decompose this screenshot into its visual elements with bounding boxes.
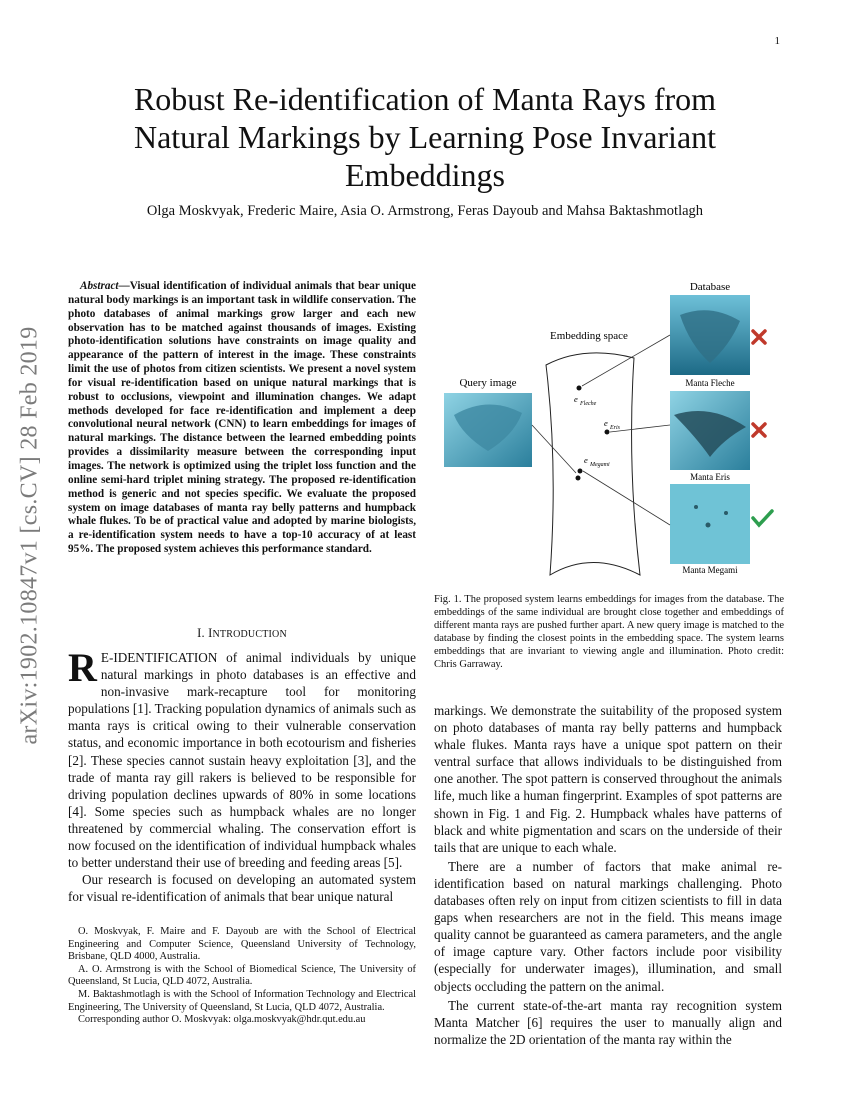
- intro-column-1: [68, 645, 416, 905]
- footnote-3: M. Baktashmotlagh is with the School of Information Technology and Electrical Engineering, The University of Queensland, St Lucia, QLD 4072, Australia.: [68, 988, 416, 1013]
- paper-title: [70, 80, 780, 194]
- title-line-2: Natural Markings by Learning Pose Invariant: [133, 119, 717, 155]
- label-e-eris-sub: Eris: [610, 425, 621, 431]
- db-label-eris: Manta Eris: [690, 472, 730, 482]
- intro-paragraph-2: Our research is focused on developing an automated system for visual re-identification of animals that bear unique natural: [68, 872, 416, 905]
- intro-paragraph-1: [68, 645, 416, 871]
- cross-icon: [753, 331, 765, 343]
- figure-1: [434, 275, 784, 590]
- query-image-label: Query image: [459, 377, 517, 389]
- label-e-megami: e: [584, 455, 588, 465]
- page-number: 1: [774, 35, 780, 47]
- figure-caption: Fig. 1. The proposed system learns embeddings for images from the database. The embeddings of the same individual are brought close together and embeddings of different manta rays are pushed further apart. A new query image is matched to the database by finding the closest points in the embedding space. The system learns embeddings that are invariant to viewing angle and illumination. Photo credit: Chris Garraway.: [434, 594, 784, 670]
- label-e-fleche-sub: Fleche: [580, 401, 597, 407]
- abstract-label: Abstract: [80, 280, 119, 292]
- dropcap-letter: R: [68, 645, 97, 690]
- embedding-space-label: Embedding space: [550, 330, 628, 342]
- section-number: I.: [197, 626, 205, 640]
- check-icon: [753, 511, 772, 525]
- footnote-4: Corresponding author O. Moskvyak: olga.moskvyak@hdr.qut.edu.au: [78, 1014, 366, 1026]
- abstract-text: Visual identification of individual animals that bear unique natural body markings is an important task in wildlife conservation. The photo databases of animal markings grow larger and each new observation has to be matched against thousands of images. Existing photo-identification solutions have constraints on image quality and appearance of the pattern of interest in the image. These constraints limit the use of photos from citizen scientists. We present a novel system for visual re-identification based on unique natural markings that is robust to occlusions, viewpoint and illumination changes. We adapt methods developed for face re-identification and implement a deep convolutional neural network (CNN) to learn embeddings for images of natural markings. The distance between the learned embedding points provides a dissimilarity measure between the corresponding input images. The network is optimized using the triplet loss function and the online semi-hard triplet mining strategy. The proposed re-identification method is generic and not species specific. We evaluate the proposed system on image databases of manta ray belly patterns and humpback whale flukes. To be of practical value and adopted by marine biologists, a re-identification system needs to have a top-10 accuracy of at least 95%. The proposed system achieves this performance standard.: [68, 280, 416, 556]
- label-e-eris: e: [604, 418, 608, 428]
- label-e-fleche: e: [574, 394, 578, 404]
- author-list: Olga Moskvyak, Frederic Maire, Asia O. Armstrong, Feras Dayoub and Mahsa Baktashmotlagh: [146, 203, 704, 219]
- footnote-2: A. O. Armstrong is with the School of Biomedical Science, The University of Queensland, St Lucia, QLD 4072, Australia.: [68, 963, 416, 988]
- col2-paragraph-3: The current state-of-the-art manta ray recognition system Manta Matcher [6] requires the user to manually align and normalize the 2D orientation of the manta ray within the: [434, 997, 782, 1047]
- point-query: [576, 476, 581, 481]
- point-fleche: [577, 386, 582, 391]
- spot-1: [694, 505, 698, 509]
- cross-icon: [753, 424, 765, 436]
- spot-3: [724, 511, 728, 515]
- database-label: Database: [689, 281, 731, 293]
- intro-paragraph-1-text: E-IDENTIFICATION of animal individuals by unique natural markings in photo databases is an effective and non-invasive mark-recapture tool for monitoring populations [1]. Tracking population dynamics of animals such as manta rays is critical owing to their vulnerable conservation status, and economic importance in both ecotourism and fisheries [2]. These species cannot sustain heavy exploitation [3], and the trade of manta ray gill rakers is believed to be responsible for driving population declines upwards of 80% in some locations [4]. Some species such as humpback whales are no longer threatened by commercial whaling. The conservation effort is now focused on the identification of individual humpback whales to better understand their use of breeding and feeding areas [5].: [68, 650, 416, 871]
- footnote-1: O. Moskvyak, F. Maire and F. Dayoub are with the School of Electrical Engineering and Computer Science, Queensland University of Technology, Brisbane, QLD 4000, Australia.: [68, 926, 416, 963]
- title-line-1: Robust Re-identification of Manta Rays from: [133, 81, 717, 117]
- figure-diagram: [434, 275, 784, 590]
- point-megami: [578, 469, 583, 474]
- abstract: Abstract—Visual identification of individual animals that bear unique natural body markings is an important task in wildlife conservation. The photo databases of animal markings grow larger and each new observation has to be matched against thousands of images. Existing photo-identification solutions have constraints on image quality and appearance of the pattern of interest in the image. These constraints limit the use of photos from citizen scientists. We present a novel system for visual re-identification based on unique natural markings that is robust to occlusions, viewpoint and illumination changes. We adapt methods developed for face re-identification and implement a deep convolutional neural network (CNN) to learn embeddings for images of natural markings. The distance between the learned embedding points provides a dissimilarity measure between the corresponding input images. The network is optimized using the triplet loss function and the online semi-hard triplet mining strategy. The proposed re-identification method is generic and not species specific. We evaluate the proposed system on image databases of manta ray belly patterns and humpback whale flukes. To be of practical value and adopted by marine biologists, a re-identification system needs to have a top-10 accuracy of at least 95%. The proposed system achieves this performance standard.: [68, 280, 416, 556]
- section-heading: [68, 626, 416, 641]
- arxiv-id: arXiv:1902.10847v1 [cs.CV] 28 Feb 2019: [16, 325, 43, 745]
- point-eris: [605, 430, 610, 435]
- footnotes: [68, 926, 416, 1027]
- title-line-3: Embeddings: [345, 157, 505, 193]
- db-label-fleche: Manta Fleche: [685, 378, 735, 388]
- arxiv-stamp: [0, 295, 60, 775]
- db-label-megami: Manta Megami: [682, 565, 738, 575]
- col2-paragraph-1: markings. We demonstrate the suitability of the proposed system on photo databases of manta ray belly patterns and humpback whale flukes. Manta rays have a unique spot pattern on their ventral surface that allows individuals to be distinguished from one another. The spot pattern is conserved throughout the animals life, much like a human fingerprint. Examples of spot patterns are shown in Fig. 1 and Fig. 2. Humpback whales have patterns of black and white pigmentation and scars on the underside of their tails that are unique to each whale.: [434, 703, 782, 855]
- spot-2: [706, 523, 711, 528]
- section-title-first: I: [208, 626, 213, 640]
- col2-paragraph-2: There are a number of factors that make animal re-identification based on natural markings challenging. Photo databases often rely on input from citizen scientists to fill in data gaps when researchers are not in the field. This means image quality cannot be guaranteed as camera parameters, and the angle of image capture vary. Other factors include poor visibility (especially for underwater images), illumination, and small objects occluding the pattern on the animal.: [434, 858, 782, 994]
- section-title-rest: NTRODUCTION: [212, 629, 287, 640]
- label-e-megami-sub: Megami: [590, 462, 610, 468]
- intro-column-2: [434, 702, 782, 1048]
